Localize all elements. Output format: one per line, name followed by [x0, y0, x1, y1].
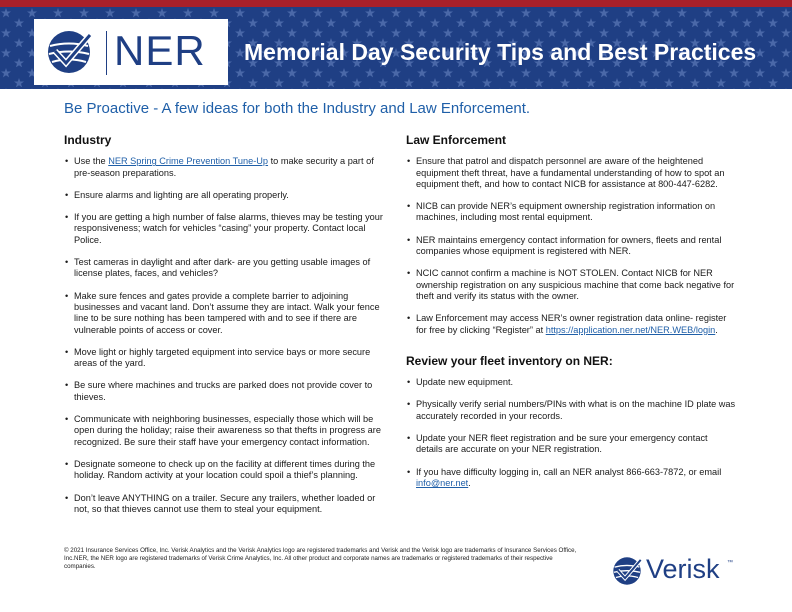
- list-item-text: NCIC cannot confirm a machine is NOT STOLEN. Contact NICB for NER ownership registration on any suspicious machine that come back negative for theft and verify its status with the owner.: [416, 268, 735, 301]
- bullet: •: [407, 466, 411, 477]
- list-item: [406, 399, 736, 422]
- bullet: •: [407, 313, 411, 324]
- ner-globe-check-icon: [46, 29, 92, 75]
- header-banner: [0, 7, 792, 89]
- list-item: [64, 347, 386, 370]
- ner-login-link[interactable]: https://application.ner.net/NER.WEB/login: [545, 324, 716, 335]
- page-title: Memorial Day Security Tips and Best Practices: [244, 39, 757, 65]
- logo-divider: [106, 31, 107, 75]
- bullet: •: [65, 156, 69, 167]
- bullet: •: [65, 380, 69, 391]
- list-item: [64, 493, 386, 516]
- bullet: •: [407, 201, 411, 212]
- list-item-text: Designate someone to check up on the facility at different times during the holiday. Random activity at your location could spoil a thief’s planning.: [74, 458, 376, 481]
- list-item-text: Law Enforcement may access NER’s owner registration data online- register for free by clicking “Register” at: [416, 313, 727, 335]
- ner-logo: [34, 19, 228, 85]
- list-item: [406, 156, 736, 190]
- bullet: •: [65, 492, 69, 503]
- verisk-globe-check-icon: [612, 556, 642, 586]
- bullet: •: [407, 234, 411, 245]
- bullet: •: [407, 399, 411, 410]
- spring-tune-up-link[interactable]: NER Spring Crime Prevention Tune-Up: [108, 156, 269, 167]
- list-item-text: Communicate with neighboring businesses, especially those which will be open during the holiday; raise their awareness so that thefts in progress are recognized. Be sure their staff have your emergency contact information.: [74, 414, 381, 447]
- list-item: [64, 212, 386, 246]
- list-item: [406, 235, 736, 258]
- list-item-text: Update your NER fleet registration and be sure your emergency contact details are accurate on your NER registration.: [416, 433, 708, 455]
- bullet: •: [407, 433, 411, 444]
- list-item-text: If you have difficulty logging in, call an NER analyst 866-663-7872, or email: [416, 466, 722, 477]
- trademark-symbol: ™: [727, 560, 733, 566]
- law-enforcement-heading: Law Enforcement: [406, 133, 507, 147]
- list-item-text: to make security a part of pre-season preparations.: [74, 156, 374, 178]
- bullet: •: [65, 257, 69, 268]
- bullet: •: [407, 268, 411, 279]
- list-item: [406, 467, 736, 490]
- list-item-text: Move light or highly targeted equipment into service bays or more secure areas of the yard.: [74, 346, 371, 369]
- list-item: [64, 156, 386, 179]
- bullet: •: [65, 189, 69, 200]
- ner-logo-text: NER: [114, 27, 206, 74]
- list-item-text: Ensure that patrol and dispatch personnel are aware of the heightened equipment theft threat, have a fundamental understanding of how to spot an equipment theft, and how to contact NICB for assistance at 800-447-6282.: [416, 156, 725, 189]
- fleet-review-heading: Review your fleet inventory on NER:: [406, 353, 613, 368]
- law-enforcement-list: [406, 156, 736, 336]
- list-item-text: NER maintains emergency contact information for owners, fleets and rental companies whose equipment is registered with NER.: [416, 234, 722, 257]
- list-item-text: Be sure where machines and trucks are parked does not provide cover to thieves.: [74, 380, 373, 402]
- list-item-text: If you are getting a high number of false alarms, thieves may be testing your responsiveness; watch for vehicles “casing” your property. Contact local Police.: [74, 212, 383, 245]
- list-item-text: .: [715, 324, 718, 335]
- list-item: [406, 313, 736, 336]
- list-item: [406, 433, 736, 456]
- top-stripe: [0, 0, 792, 7]
- verisk-logo-text: Verisk: [646, 554, 720, 584]
- list-item-text: Don’t leave ANYTHING on a trailer. Secure any trailers, whether loaded or not, so that thieves cannot use them to steal your equipment.: [74, 492, 376, 514]
- fleet-review-list: [406, 377, 736, 489]
- list-item-text: .: [468, 477, 471, 488]
- bullet: •: [407, 377, 411, 388]
- industry-list: [64, 156, 386, 515]
- list-item-text: Use the: [74, 156, 109, 167]
- list-item-text: Test cameras in daylight and after dark- are you getting usable images of license plates, faces, and vehicles?: [74, 257, 371, 279]
- list-item: [64, 459, 386, 482]
- law-enforcement-column: [406, 135, 736, 500]
- list-item: [64, 414, 386, 448]
- industry-heading: Industry: [64, 133, 112, 147]
- email-link[interactable]: info@ner.net: [416, 477, 469, 488]
- list-item: [406, 268, 736, 302]
- list-item: [406, 377, 736, 388]
- bullet: •: [65, 346, 69, 357]
- list-item-text: Make sure fences and gates provide a complete barrier to adjoining businesses and vacant land. Don’t assume they are intact. Walk your fence line to be sure nothing has been tampered with and to see if there are vulnerable points of access or cover.: [74, 290, 380, 335]
- list-item: [64, 380, 386, 403]
- list-item-text: Ensure alarms and lighting are all operating properly.: [74, 189, 289, 200]
- bullet: •: [65, 212, 69, 223]
- list-item: [406, 201, 736, 224]
- list-item-text: Physically verify serial numbers/PINs with what is on the machine ID plate was accurately recorded in your records.: [416, 399, 736, 421]
- industry-column: [64, 135, 386, 526]
- bullet: •: [65, 290, 69, 301]
- list-item-text: NICB can provide NER’s equipment ownership registration information on machines, including most rental equipment.: [416, 201, 716, 223]
- list-item: [64, 190, 386, 201]
- list-item: [64, 291, 386, 336]
- bullet: •: [65, 458, 69, 469]
- list-item: [64, 257, 386, 280]
- copyright-footer: © 2021 Insurance Services Office, Inc. Verisk Analytics and the Verisk Analytics logo are registered trademarks and Verisk and the Verisk logo are trademarks of Insurance Services Office, Inc.NER, the NER logo are registered trademarks of Verisk Crime Analytics, Inc. All other product and corporate names are trademarks or registered trademarks of their respective companies.: [64, 547, 577, 570]
- bullet: •: [65, 414, 69, 425]
- bullet: •: [407, 156, 411, 167]
- page-subtitle: Be Proactive - A few ideas for both the Industry and Law Enforcement.: [64, 100, 531, 117]
- list-item-text: Update new equipment.: [416, 377, 514, 388]
